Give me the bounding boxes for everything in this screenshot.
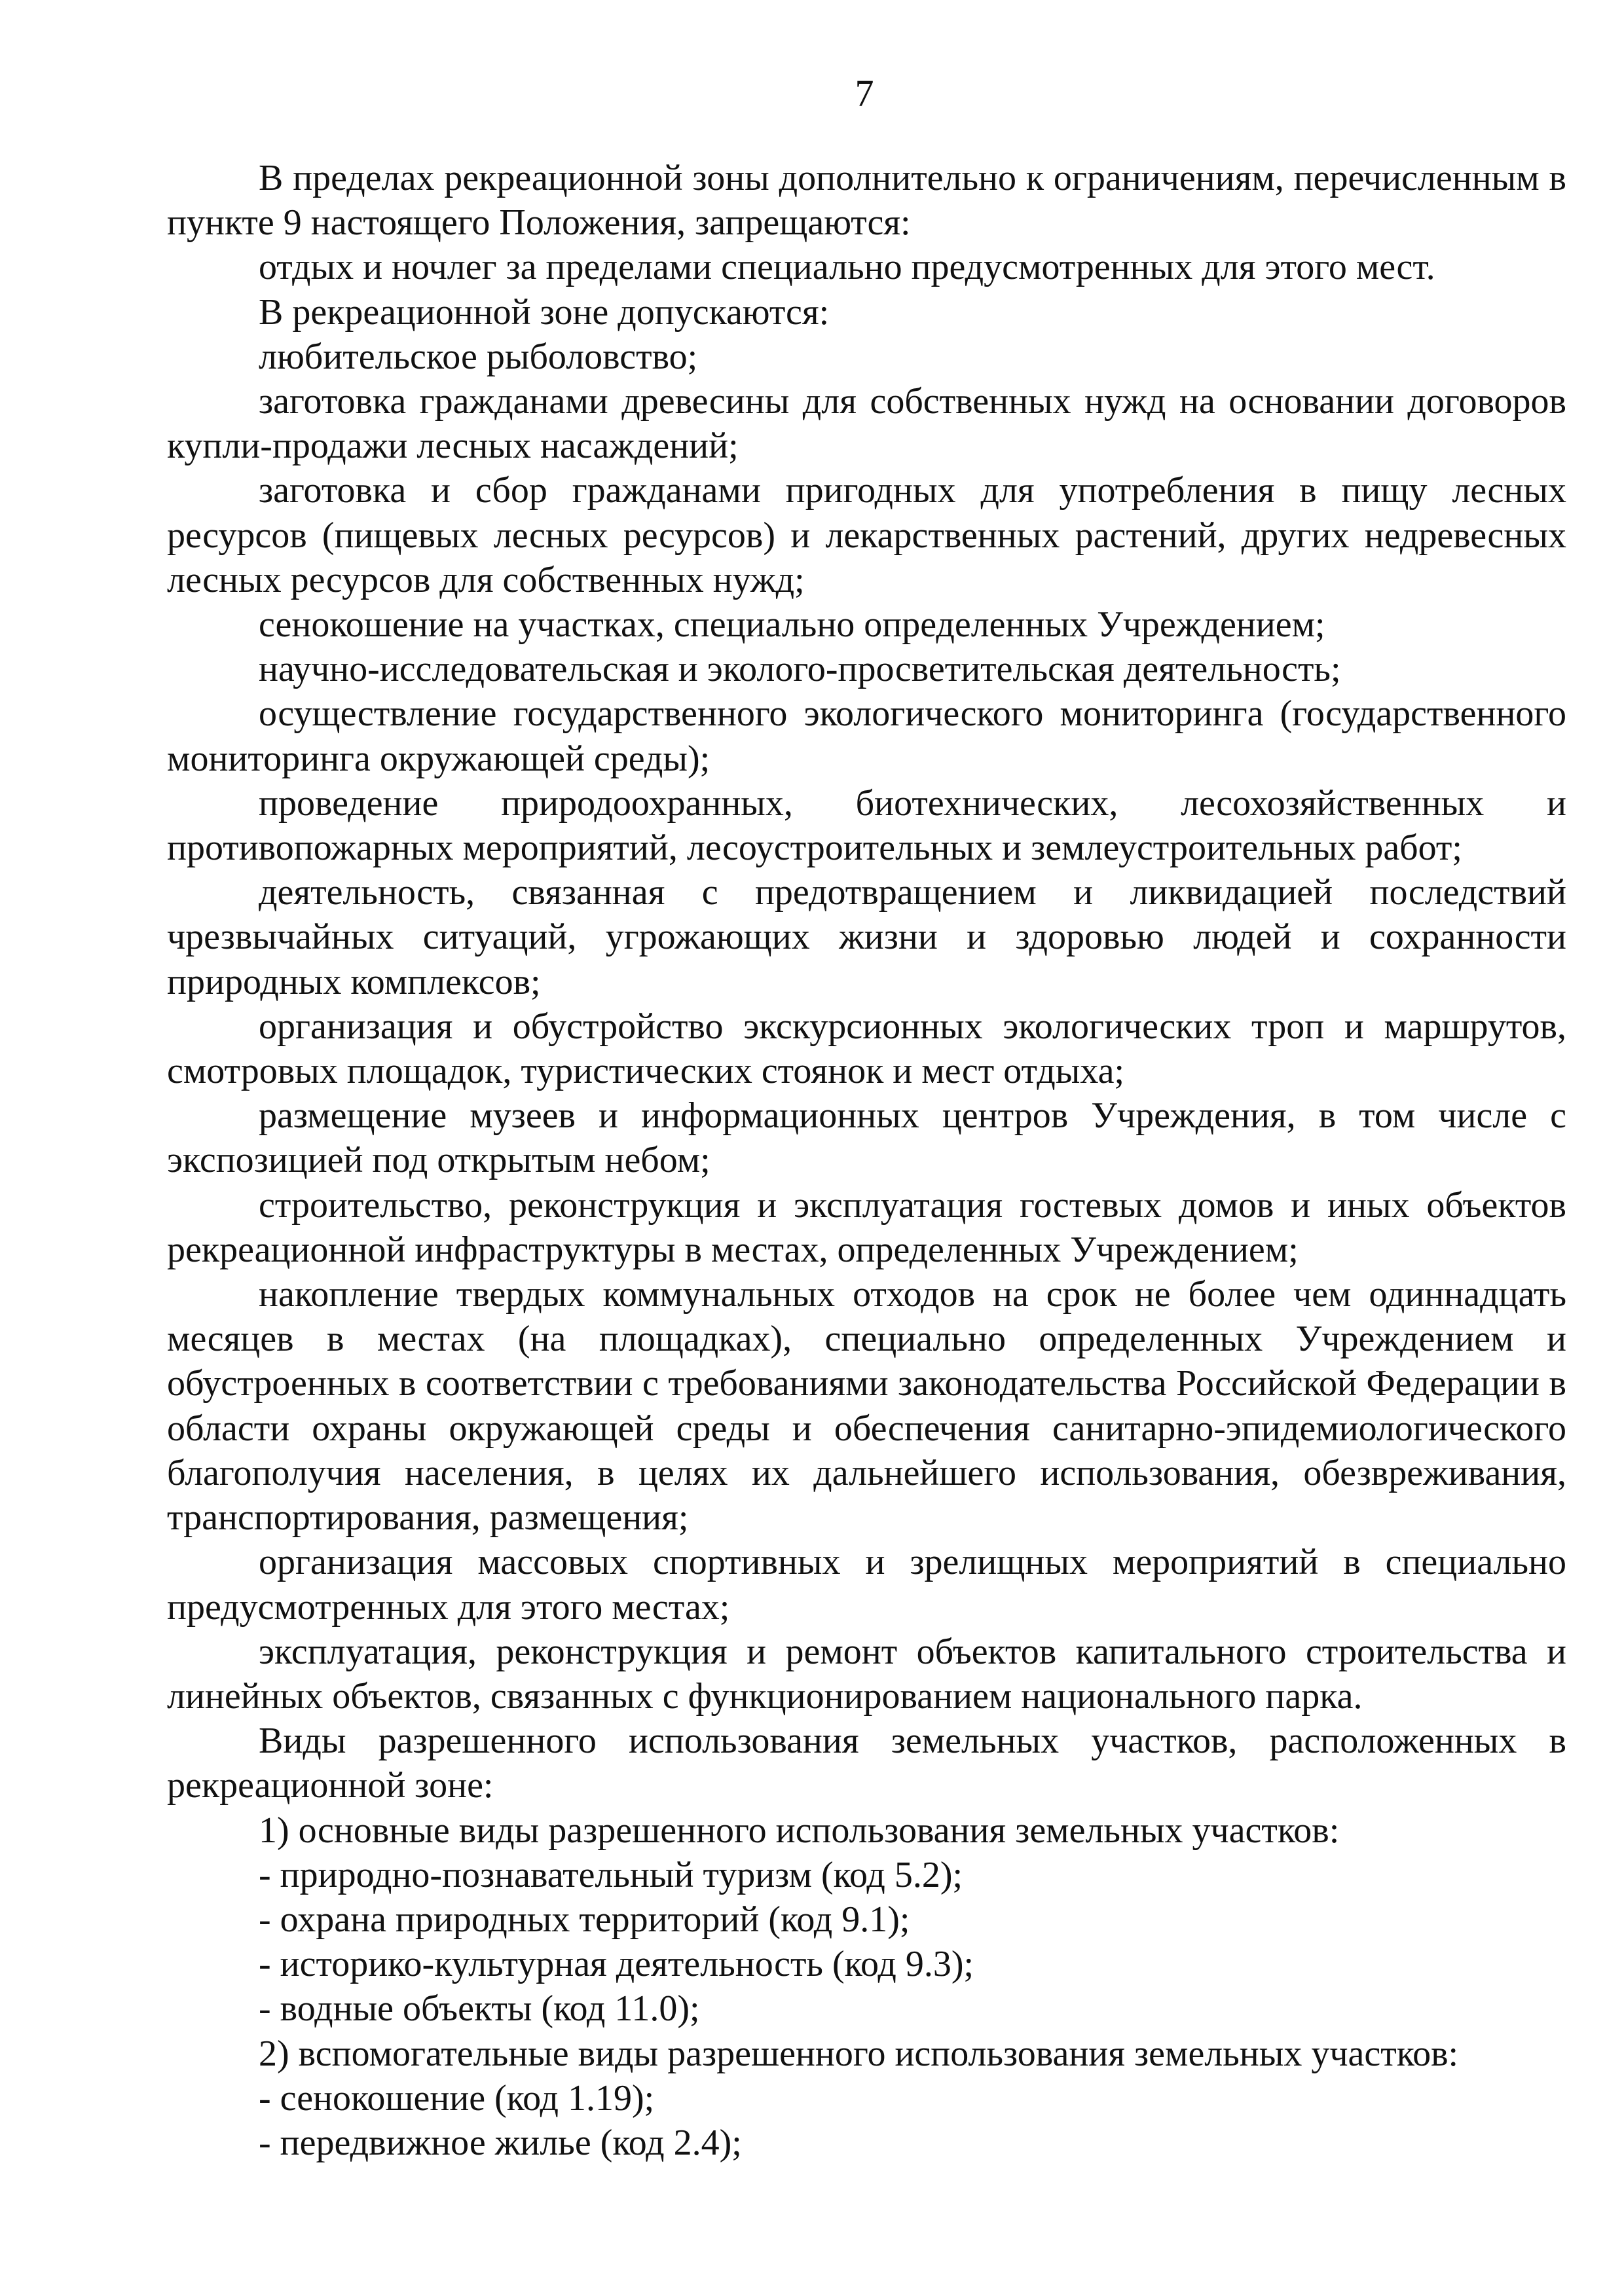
- paragraph-allowed-waste: накопление твердых коммунальных отходов на срок не более чем одиннадцать месяцев в местах (на площадках), специально определенных Учреждением и обустроенных в соответствии с требованиями законодательства Российской Федерации в области охраны окружающей среды и обеспечения санитарно-эпидемиологического благополучия населения, в целях их дальнейшего использования, обезвреживания, транспортирования, размещения;: [167, 1274, 1566, 1539]
- paragraph-allowed-events: организация массовых спортивных и зрелищных мероприятий в специально предусмотренных для этого местах;: [167, 1542, 1566, 1628]
- paragraph-allowed-trails: организация и обустройство экскурсионных экологических троп и маршрутов, смотровых площадок, туристических стоянок и мест отдыха;: [167, 1006, 1566, 1092]
- paragraph-allowed-monitoring: осуществление государственного экологического мониторинга (государственного мониторинга окружающей среды);: [167, 693, 1566, 779]
- paragraph-allowed-conservation: проведение природоохранных, биотехнических, лесохозяйственных и противопожарных мероприятий, лесоустроительных и землеустроительных работ;: [167, 782, 1566, 869]
- list-item: - охрана природных территорий (код 9.1);: [259, 1899, 910, 1940]
- paragraph-allowed-fishing: любительское рыболовство;: [259, 336, 698, 377]
- paragraph-allowed-timber: заготовка гражданами древесины для собственных нужд на основании договоров купли-продажи лесных насаждений;: [167, 381, 1566, 467]
- paragraph-allowed-intro: В рекреационной зоне допускаются:: [259, 291, 830, 333]
- paragraph-allowed-guest-houses: строительство, реконструкция и эксплуатация гостевых домов и иных объектов рекреационной инфраструктуры в местах, определенных Учреждением;: [167, 1184, 1566, 1270]
- list-item-main-uses: 1) основные виды разрешенного использования земельных участков:: [259, 1810, 1340, 1851]
- list-item: - передвижное жилье (код 2.4);: [259, 2122, 742, 2163]
- paragraph-allowed-museums: размещение музеев и информационных центров Учреждения, в том числе с экспозицией под открытым небом;: [167, 1095, 1566, 1181]
- paragraph-allowed-haymaking: сенокошение на участках, специально определенных Учреждением;: [259, 604, 1325, 646]
- paragraph-land-use-intro: Виды разрешенного использования земельных участков, расположенных в рекреационной зоне:: [167, 1721, 1566, 1806]
- list-item: - водные объекты (код 11.0);: [259, 1988, 700, 2030]
- list-item-auxiliary-uses: 2) вспомогательные виды разрешенного использования земельных участков:: [259, 2033, 1459, 2074]
- paragraph-allowed-research: научно-исследовательская и эколого-просветительская деятельность;: [259, 649, 1341, 690]
- paragraph-allowed-food-resources: заготовка и сбор гражданами пригодных для употребления в пищу лесных ресурсов (пищевых лесных ресурсов) и лекарственных растений, других недревесных лесных ресурсов для собственных нужд;: [167, 470, 1566, 600]
- page-number: 7: [855, 72, 874, 115]
- paragraph-allowed-construction: эксплуатация, реконструкция и ремонт объектов капитального строительства и линейных объектов, связанных с функционированием национального парка.: [167, 1631, 1566, 1717]
- list-item: - историко-культурная деятельность (код 9.3);: [259, 1944, 974, 1985]
- paragraph-restriction-rest: отдых и ночлег за пределами специально предусмотренных для этого мест.: [259, 247, 1435, 288]
- list-item: - сенокошение (код 1.19);: [259, 2077, 655, 2119]
- paragraph-allowed-emergency: деятельность, связанная с предотвращением и ликвидацией последствий чрезвычайных ситуаций, угрожающих жизни и здоровью людей и сохранности природных комплексов;: [167, 872, 1566, 1002]
- list-item: - природно-познавательный туризм (код 5.2);: [259, 1854, 963, 1895]
- document-body: [167, 156, 1566, 2165]
- paragraph-restrictions-intro: В пределах рекреационной зоны дополнительно к ограничениям, перечисленным в пункте 9 настоящего Положения, запрещаются:: [167, 158, 1566, 244]
